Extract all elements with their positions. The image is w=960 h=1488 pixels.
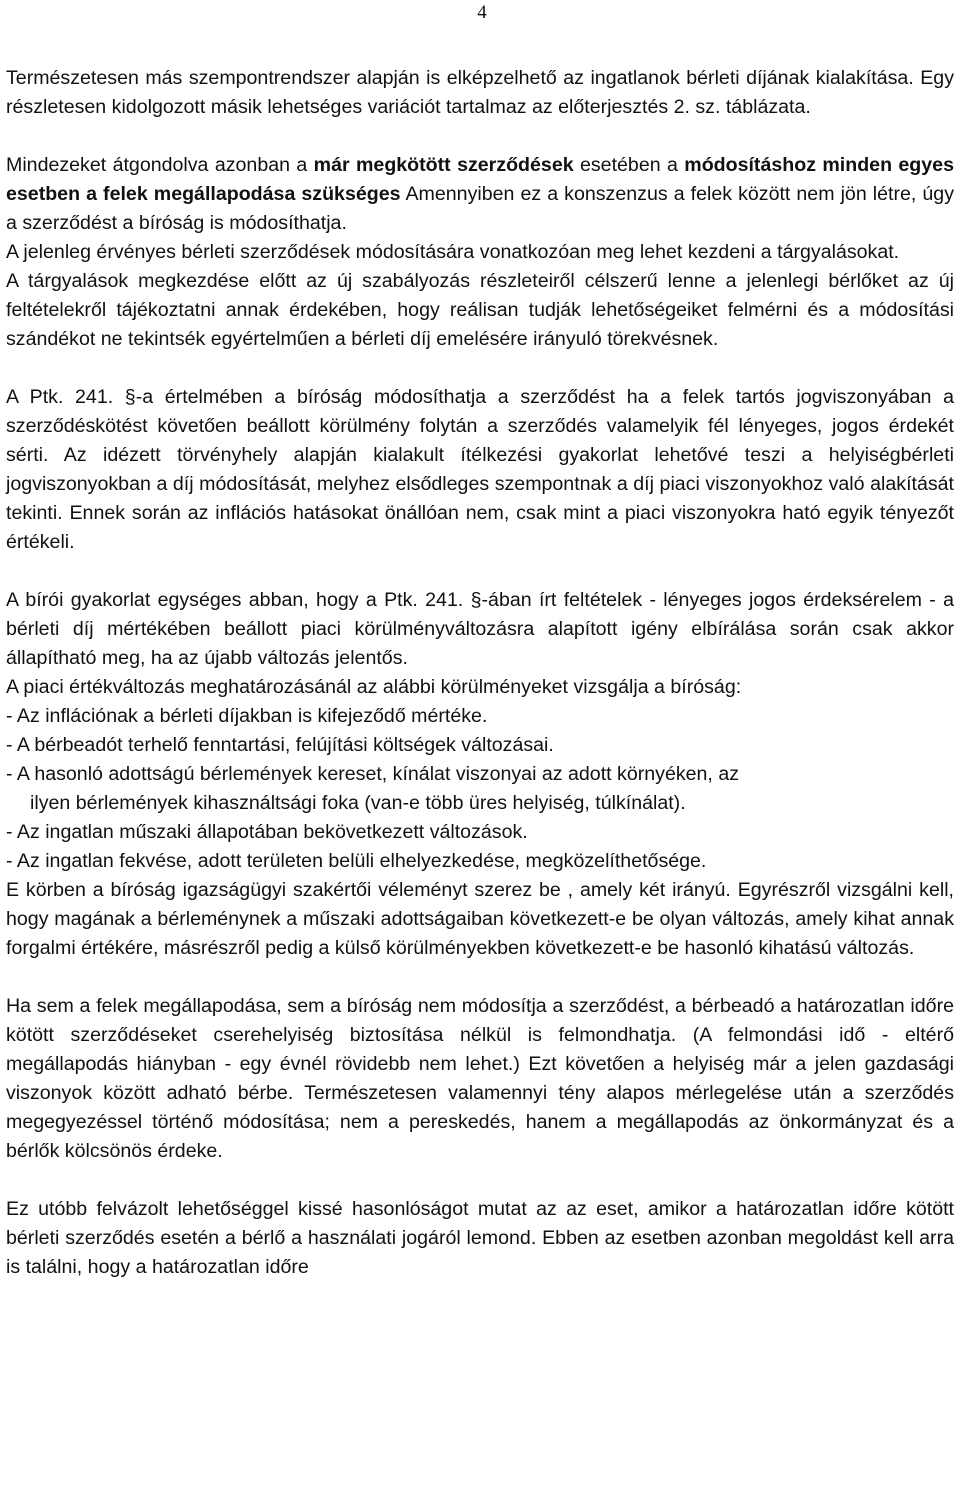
- paragraph-gap: [6, 1166, 954, 1195]
- document-body: [6, 64, 954, 1282]
- bold-text-run: már megkötött szerződések: [313, 154, 574, 176]
- paragraph-negotiations: A jelenleg érvényes bérleti szerződések módosítására vonatkozóan meg lehet kezdeni a tárgyalásokat.: [6, 241, 900, 263]
- paragraph-informing-tenants: A tárgyalások megkezdése előtt az új szabályozás részleteiről célszerű lenne a jelenlegi bérlőket az új feltételekről tájékoztatni annak érdekében, hogy reálisan tudják lehetőségeiket felmérni és a módosítási szándékot ne tekintsék egyértelműen a bérleti díj emelésére irányuló törekvésnek.: [6, 270, 954, 350]
- paragraph-gap: [6, 122, 954, 151]
- paragraph-gap: [6, 557, 954, 586]
- page-number: 4: [477, 2, 487, 23]
- paragraph-ptk-241: A Ptk. 241. §-a értelmében a bíróság módosíthatja a szerződést ha a felek tartós jogviszonyában a szerződéskötést követően beállott körülmény folytán a szerződés valamelyik fél lényeges, jogos érdekét sérti. Az idézett törvényhely alapján kialakult ítélkezési gyakorlat lehetővé teszi a helyiségbérleti jogviszonyokban a díj módosítását, melyhez elsődleges szempontnak a díj piaci viszonyokhoz való alakítását tekinti. Ennek során az inflációs hatásokat önállóan nem, csak mint a piaci viszonyokra ható egyik tényezőt értékeli.: [6, 386, 954, 553]
- paragraph-judicial-practice: A bírói gyakorlat egységes abban, hogy a Ptk. 241. §-ában írt feltételek - lényeges jogos érdeksérelem - a bérleti díj mértékében beállott piaci körülményváltozásra alapított igény elbírálása során csak akkor állapítható meg, ha az újabb változás jelentős.: [6, 589, 954, 669]
- paragraph-alternative-variation: Természetesen más szempontrendszer alapján is elképzelhető az ingatlanok bérleti díjának kialakítása. Egy részletesen kidolgozott másik lehetséges variációt tartalmaz az előterjesztés 2. sz. táblázata.: [6, 67, 954, 118]
- list-item: - Az inflációnak a bérleti díjakban is kifejeződő mértéke.: [6, 705, 488, 727]
- list-item: - Az ingatlan műszaki állapotában bekövetkezett változások.: [6, 821, 528, 843]
- paragraph-tenant-waiver: Ez utóbb felvázolt lehetőséggel kissé hasonlóságot mutat az az eset, amikor a határozatlan időre kötött bérleti szerződés esetén a bérlő a használati jogáról lemond. Ebben az esetben azonban megoldást kell arra is találni, hogy a határozatlan időre: [6, 1198, 954, 1278]
- paragraph-expert-opinion: E körben a bíróság igazságügyi szakértői véleményt szerez be , amely két irányú. Egyrészről vizsgálni kell, hogy magának a bérleménynek a műszaki adottságaiban következett-e be olyan változás, amely kihat annak forgalmi értékére, másrészről pedig a külső körülményekben következett-e be hasonló kihatású változás.: [6, 879, 954, 959]
- list-item: - A hasonló adottságú bérlemények kereset, kínálat viszonyai az adott környéken, az: [6, 763, 740, 785]
- paragraph-market-value-criteria: A piaci értékváltozás meghatározásánál az alábbi körülményeket vizsgálja a bíróság:: [6, 676, 742, 698]
- paragraph-gap: [6, 963, 954, 992]
- paragraph-gap: [6, 354, 954, 383]
- text-run: Mindezeket átgondolva azonban a: [6, 154, 314, 176]
- text-run: esetében a: [573, 154, 685, 176]
- list-item-continuation: ilyen bérlemények kihasználtsági foka (van-e több üres helyiség, túlkínálat).: [30, 792, 686, 814]
- list-item: - A bérbeadót terhelő fenntartási, felújítási költségek változásai.: [6, 734, 554, 756]
- list-item: - Az ingatlan fekvése, adott területen belüli elhelyezkedése, megközelíthetősége.: [6, 850, 707, 872]
- text-run: Amennyiben ez a konszenzus a felek között nem jön létre, úgy a szerződést a bíróság is módosíthatja.: [6, 183, 954, 234]
- paragraph-existing-contracts: [6, 151, 954, 238]
- paragraph-termination: Ha sem a felek megállapodása, sem a bíróság nem módosítja a szerződést, a bérbeadó a határozatlan időre kötött szerződéseket cserehelyiség biztosítása nélkül is felmondhatja. (A felmondási idő - eltérő megállapodás hiányban - egy évnél rövidebb nem lehet.) Ezt követően a helyiség már a jelen gazdasági viszonyok között adható bérbe. Természetesen valamennyi tény alapos mérlegelése után a szerződés megegyezéssel történő módosítása; nem a pereskedés, hanem a megállapodás az önkormányzat és a bérlők kölcsönös érdeke.: [6, 995, 954, 1162]
- bold-text-run: módosításhoz minden egyes esetben a felek megállapodása szükséges: [6, 154, 954, 205]
